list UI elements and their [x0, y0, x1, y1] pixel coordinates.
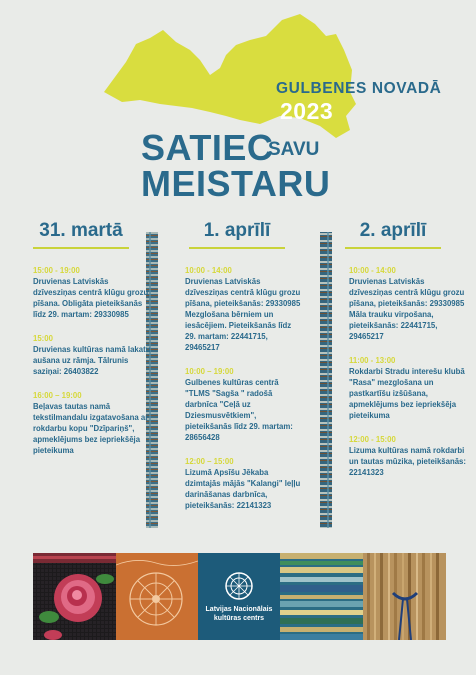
embroidered-rose-image — [33, 553, 116, 640]
event-description: Druvienas Latviskās dzīvesziņas centrā klūgu grozu pīšana, pieteikšanās: 29330985 Mezglošana bērniem un iesācējiem. Pieteikšanās līdz 29. martam: 22441715, 29465217 — [185, 277, 301, 352]
schedule-column-2 — [185, 265, 303, 524]
date-heading-3: 2. aprīlī — [334, 220, 452, 249]
title-satiec: SATIEC — [141, 127, 274, 168]
event-time: 10:00 - 14:00 — [349, 266, 396, 275]
date-heading-1: 31. martā — [22, 220, 140, 249]
region-title: GULBENES NOVADĀ — [276, 80, 442, 97]
carved-leather-image — [116, 553, 198, 640]
event-description: Lizuma kultūras namā rokdarbi un tautas mūzika, pieteikšanās: 22141323 — [349, 446, 466, 477]
event-item — [33, 265, 151, 320]
event-time: 12:00 - 15:00 — [349, 435, 396, 444]
event-item — [349, 265, 467, 342]
event-time: 12:00 – 15:00 — [185, 457, 234, 466]
event-description: Rokdarbi Stradu interešu klubā "Rasa" mezglošana un pastkartīšu izšūšana, apmeklējums bez iepriekšēja pieteikuma — [349, 367, 465, 420]
date-heading-2: 1. aprīlī — [178, 220, 296, 249]
event-description: Druvienas kultūras namā lakatu aušana uz rāmja. Tālrunis saziņai: 26403822 — [33, 345, 151, 376]
nkc-logo-line1: Latvijas Nacionālais — [205, 605, 273, 613]
event-item — [33, 333, 151, 377]
event-item — [33, 390, 151, 456]
year-label: 2023 — [280, 98, 334, 124]
woven-strip-right — [320, 232, 332, 528]
schedule-column-3 — [349, 265, 467, 491]
event-time: 10:00 – 19:00 — [185, 367, 234, 376]
title-meistaru: MEISTARU — [141, 163, 331, 204]
event-item — [349, 434, 467, 478]
event-item — [185, 366, 303, 443]
latvia-map-shape — [0, 0, 476, 140]
nkc-logo-tile — [198, 553, 280, 640]
event-item — [349, 355, 467, 421]
nkc-emblem-icon — [224, 571, 254, 601]
woven-fabric-image — [280, 553, 363, 640]
event-time: 15:00 - 19:00 — [33, 266, 80, 275]
event-description: Druvienas Latviskās dzīvesziņas centrā klūgu grozu pīšana, pieteikšanās: 29330985 Māla trauku virpošana, pieteikšanās: 22441715, 29465217 — [349, 277, 465, 341]
event-item — [185, 265, 303, 353]
nkc-logo-line2: kultūras centrs — [213, 614, 265, 622]
event-description: Lizumā Apsīšu Jēkaba dzimtajās mājās "Kalangi" leļļu darināšanas darbnīca, pieteikšanās: 22141323 — [185, 468, 301, 510]
event-description: Beļavas tautas namā tekstilmandalu izgatavošana ar rokdarbu kopu "Dzīpariņš", apmeklējums bez iepriekšēja pieteikuma — [33, 402, 149, 455]
event-item — [185, 456, 303, 511]
schedule-column-1 — [33, 265, 151, 469]
event-time: 16:00 – 19:00 — [33, 391, 82, 400]
event-description: Druvienas Latviskās dzīvesziņas centrā klūgu grozu pīšana. Obligāta pieteikšanās līdz 29. martam: 29330985 — [33, 277, 149, 319]
title-savu: SAVU — [268, 139, 320, 160]
nkc-logo-text — [206, 605, 273, 623]
event-description: Gulbenes kultūras centrā "TLMS "Sagša " radošā darbnīca "Ceļā uz Dziesmusvētkiem", pieteikšanās līdz 29. martam: 28656428 — [185, 378, 293, 442]
willow-rods-image — [363, 553, 446, 640]
event-time: 11:00 - 13:00 — [349, 356, 396, 365]
event-time: 15:00 — [33, 334, 53, 343]
event-time: 10:00 - 14:00 — [185, 266, 232, 275]
